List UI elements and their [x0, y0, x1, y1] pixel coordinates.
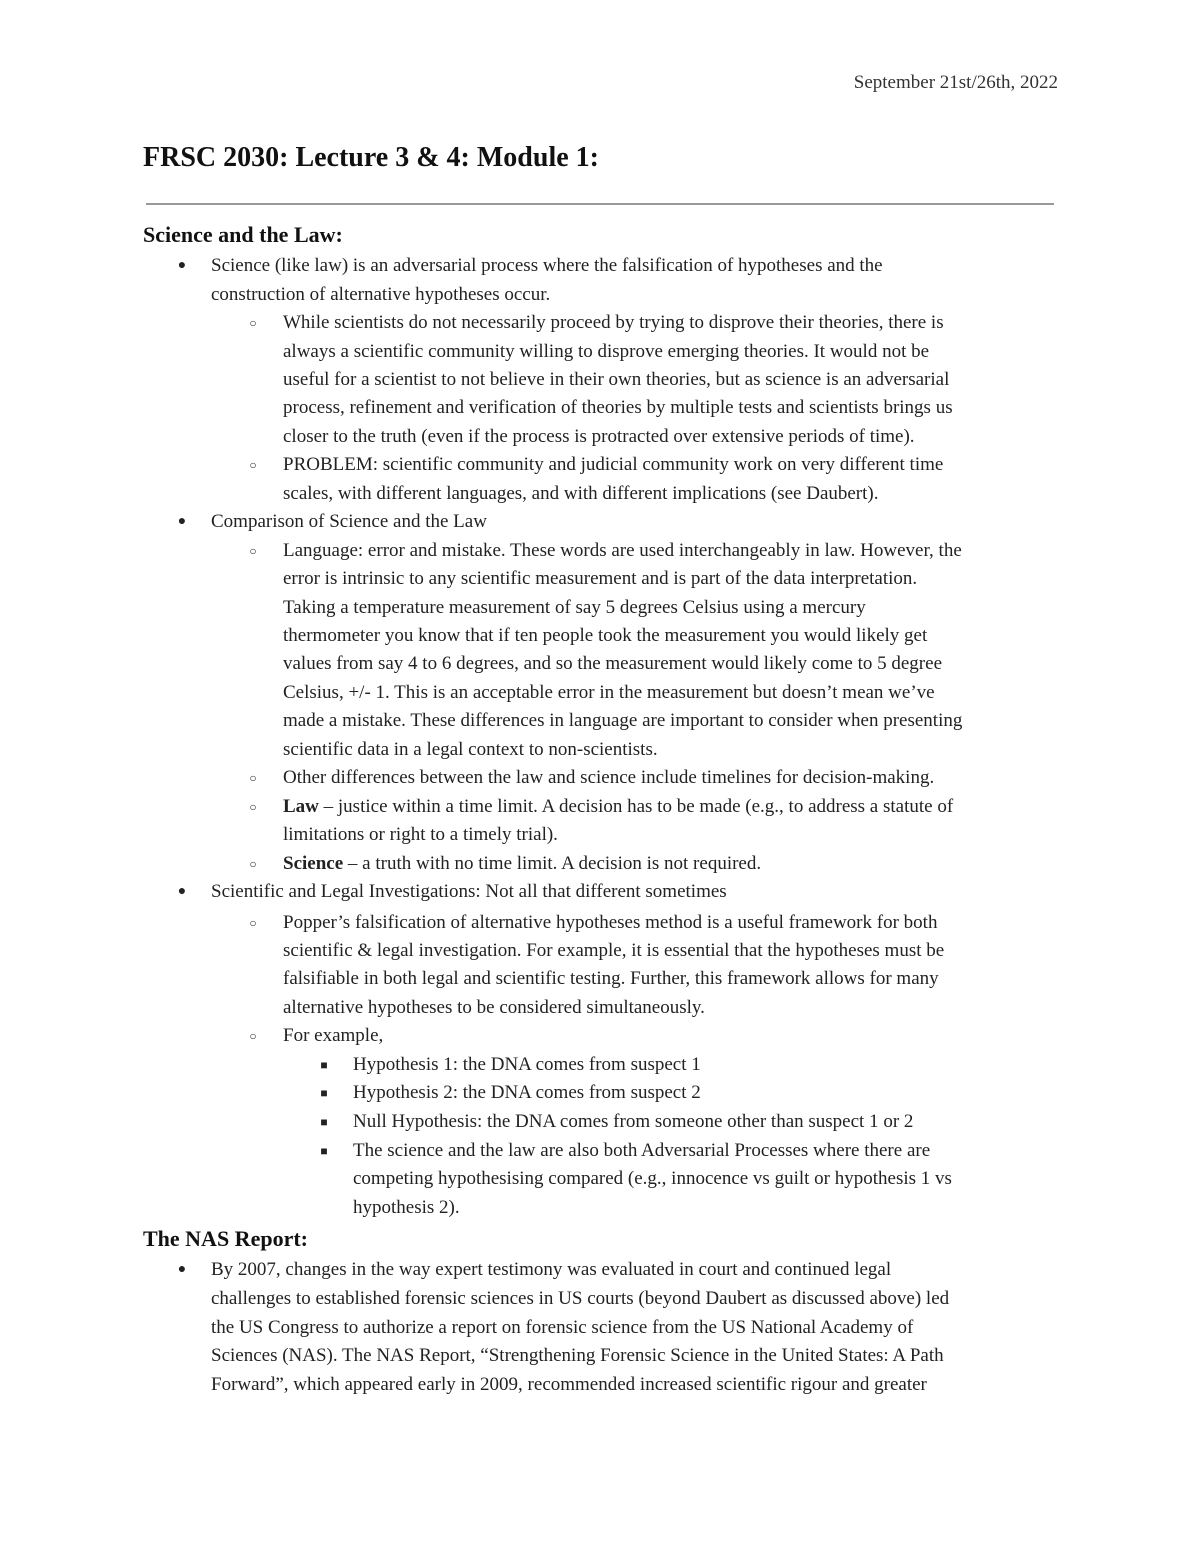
text-line: hypothesis 2). [353, 1197, 460, 1218]
text-line: By 2007, changes in the way expert testimony was evaluated in court and continued legal [211, 1259, 892, 1280]
section-heading-nas-report: The NAS Report: [143, 1226, 308, 1251]
bullet-circle-icon: ○ [249, 458, 257, 472]
law-definition: – justice within a time limit. A decision has to be made (e.g., to address a statute of [318, 796, 954, 817]
text-line: Taking a temperature measurement of say 5 degrees Celsius using a mercury [283, 597, 866, 618]
text-line: challenges to established forensic sciences in US courts (beyond Daubert as discussed above) led [211, 1288, 950, 1309]
text-line: scientific data in a legal context to non-scientists. [283, 739, 658, 760]
text-line: Hypothesis 1: the DNA comes from suspect 1 [353, 1054, 701, 1075]
bullet-circle-icon: ○ [249, 916, 257, 930]
bullet-disc-icon: ● [177, 258, 187, 273]
text-line: construction of alternative hypotheses occur. [211, 284, 551, 305]
bullet-square-icon: ■ [320, 1115, 328, 1129]
text-line: Hypothesis 2: the DNA comes from suspect 2 [353, 1082, 701, 1103]
document-title: FRSC 2030: Lecture 3 & 4: Module 1: [143, 142, 599, 173]
text-line: process, refinement and verification of theories by multiple tests and scientists brings us [283, 397, 953, 418]
bullet-circle-icon: ○ [249, 857, 257, 871]
text-line: useful for a scientist to not believe in their own theories, but as science is an adversarial [283, 369, 950, 390]
text-line: closer to the truth (even if the process is protracted over extensive periods of time). [283, 426, 915, 447]
bullet-disc-icon: ● [177, 884, 187, 899]
text-line: Language: error and mistake. These words are used interchangeably in law. However, the [283, 540, 962, 561]
term-law: Law [283, 796, 319, 817]
section-heading-science-and-law: Science and the Law: [143, 222, 343, 247]
text-line: alternative hypotheses to be considered simultaneously. [283, 997, 705, 1018]
bullet-square-icon: ■ [320, 1086, 328, 1100]
text-line: always a scientific community willing to disprove emerging theories. It would not be [283, 341, 930, 362]
text-line: made a mistake. These differences in language are important to consider when presenting [283, 710, 963, 731]
text-line: Null Hypothesis: the DNA comes from someone other than suspect 1 or 2 [353, 1111, 914, 1132]
text-line: competing hypothesising compared (e.g., innocence vs guilt or hypothesis 1 vs [353, 1168, 952, 1189]
bullet-square-icon: ■ [320, 1144, 328, 1158]
text-line: For example, [283, 1025, 384, 1046]
text-line: Forward”, which appeared early in 2009, recommended increased scientific rigour and greater [211, 1374, 927, 1395]
text-line: Other differences between the law and science include timelines for decision-making. [283, 767, 935, 788]
text-line: Celsius, +/- 1. This is an acceptable error in the measurement but doesn’t mean we’ve [283, 682, 935, 703]
text-line: The science and the law are also both Adversarial Processes where there are [353, 1140, 931, 1161]
text-line: falsifiable in both legal and scientific testing. Further, this framework allows for many [283, 968, 939, 989]
text-line: thermometer you know that if ten people took the measurement you would likely get [283, 625, 928, 646]
text-line: Popper’s falsification of alternative hypotheses method is a useful framework for both [283, 912, 938, 933]
text-line: Science (like law) is an adversarial process where the falsification of hypotheses and the [211, 255, 883, 276]
bullet-square-icon: ■ [320, 1058, 328, 1072]
text-line: the US Congress to authorize a report on forensic science from the US National Academy of [211, 1317, 914, 1338]
bullet-circle-icon: ○ [249, 544, 257, 558]
bullet-circle-icon: ○ [249, 1029, 257, 1043]
bullet-disc-icon: ● [177, 514, 187, 529]
text-line-science [283, 850, 761, 878]
bullet-circle-icon: ○ [249, 316, 257, 330]
bullet-circle-icon: ○ [249, 800, 257, 814]
text-line: scientific & legal investigation. For example, it is essential that the hypotheses must be [283, 940, 945, 961]
text-line: PROBLEM: scientific community and judicial community work on very different time [283, 454, 944, 475]
term-science: Science [283, 853, 344, 874]
document-date: September 21st/26th, 2022 [853, 72, 1058, 93]
science-definition: – a truth with no time limit. A decision is not required. [343, 853, 762, 874]
text-line: Comparison of Science and the Law [211, 511, 487, 532]
horizontal-rule [146, 203, 1054, 205]
bullet-circle-icon: ○ [249, 771, 257, 785]
text-line: error is intrinsic to any scientific measurement and is part of the data interpretation. [283, 568, 918, 589]
text-line: While scientists do not necessarily proceed by trying to disprove their theories, there is [283, 312, 944, 333]
text-line-law [283, 793, 953, 821]
text-line: limitations or right to a timely trial). [283, 824, 558, 845]
text-line: Sciences (NAS). The NAS Report, “Strengthening Forensic Science in the United States: A Path [211, 1345, 944, 1366]
text-line: values from say 4 to 6 degrees, and so the measurement would likely come to 5 degree [283, 653, 942, 674]
text-line: Scientific and Legal Investigations: Not all that different sometimes [211, 881, 727, 902]
bullet-disc-icon: ● [177, 1262, 187, 1277]
text-line: scales, with different languages, and with different implications (see Daubert). [283, 483, 879, 504]
